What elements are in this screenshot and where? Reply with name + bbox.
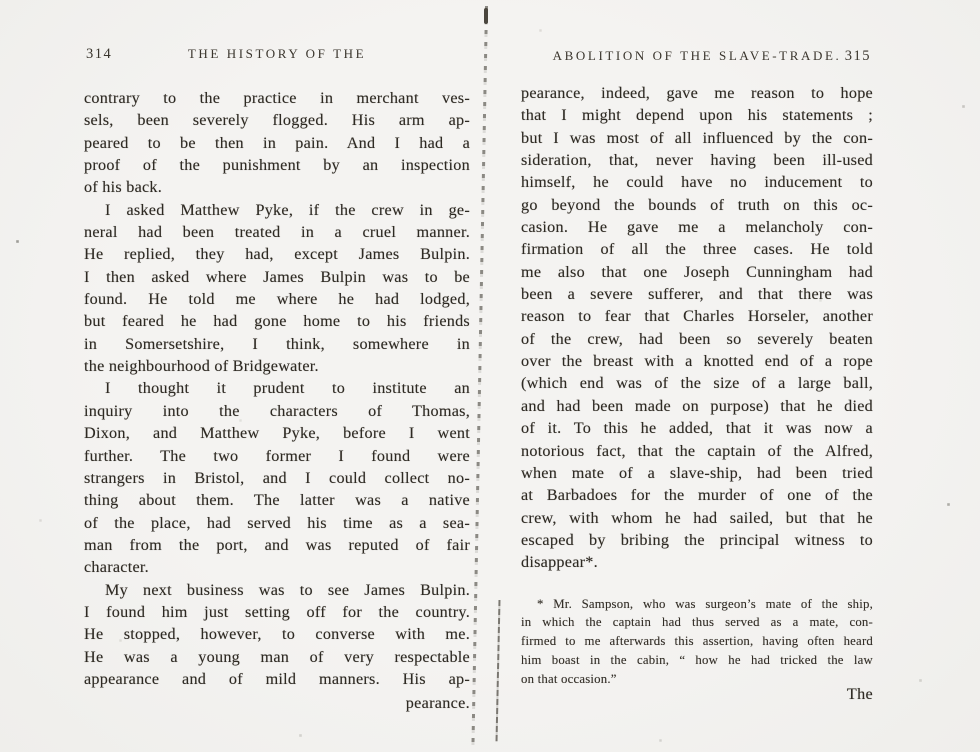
text-line: pearance, indeed, gave me reason to hope (521, 84, 873, 102)
text-line: me also that one Joseph Cunningham had (521, 262, 873, 281)
text-line: the neighbourhood of Bridgewater. (84, 357, 319, 376)
text-line: * Mr. Sampson, who was surgeon’s mate of the ship, (537, 596, 873, 611)
text-line: over the breast with a knotted end of a rope (521, 352, 873, 371)
text-line: contrary to the practice in merchant ves- (84, 89, 470, 107)
text-line: but I was most of all influenced by the con- (521, 128, 873, 147)
binding-gutter-line-bottom (496, 600, 501, 742)
paper-speckles (0, 0, 1, 1)
text-line: Dixon, and Matthew Pyke, before I went (84, 424, 470, 443)
text-line: I thought it prudent to institute an (105, 379, 470, 398)
text-line: sels, been severely flogged. His arm ap- (84, 111, 470, 130)
text-line: My next business was to see James Bulpin. (105, 580, 470, 599)
text-line: in Somersetshire, I think, somewhere in (84, 334, 470, 353)
right-text-block (521, 82, 873, 574)
right-catchword: The (846, 685, 873, 704)
left-catchword: pearance. (405, 694, 470, 713)
text-line: in which the captain had thus served as a mate, con- (521, 615, 873, 630)
right-page (521, 48, 873, 705)
text-line: I found him just setting off for the country. (84, 602, 470, 621)
text-line: casion. He gave me a melancholy con- (521, 218, 873, 237)
text-line: found. He told me where he had lodged, (84, 290, 470, 309)
text-line: himself, he could have no inducement to (521, 173, 873, 192)
text-line: strangers in Bristol, and I could collect no- (84, 468, 470, 487)
text-line: He stopped, however, to converse with me. (84, 625, 470, 644)
footnote-block (521, 595, 873, 689)
text-line: of the place, had served his time as a sea- (84, 513, 470, 532)
text-line: been a severe sufferer, and that there was (521, 285, 873, 304)
text-line: but feared he had gone home to his friends (84, 312, 470, 331)
text-line: I asked Matthew Pyke, if the crew in ge- (105, 200, 470, 219)
binding-gutter-line (471, 6, 488, 746)
text-line: He was a young man of very respectable (84, 647, 470, 666)
text-line: crew, with whom he had sailed, but that he (521, 508, 873, 527)
text-line: him boast in the cabin, “ how he had tricked the law (521, 652, 873, 667)
text-line: appearance and of mild manners. His ap- (84, 669, 470, 688)
text-line: further. The two former I found were (84, 446, 470, 465)
left-page-header (84, 46, 470, 64)
text-line: thing about them. The latter was a native (84, 491, 470, 510)
text-line: go beyond the bounds of truth on this oc- (521, 195, 873, 214)
text-line: I then asked where James Bulpin was to be (84, 267, 470, 286)
text-line: inquiry into the characters of Thomas, (84, 401, 470, 420)
left-text-block (84, 87, 470, 690)
text-line: firmed to me afterwards this assertion, having often heard (521, 634, 873, 649)
left-running-title: THE HISTORY OF THE (187, 46, 367, 61)
text-line: peared to be then in pain. And I had a (84, 133, 470, 152)
text-line: character. (84, 558, 149, 577)
text-line: disappear*. (521, 553, 598, 572)
text-line: He replied, they had, except James Bulpin. (84, 245, 470, 264)
text-line: notorious fact, that the captain of the Alfred, (521, 441, 873, 460)
text-line: sideration, that, never having been ill-used (521, 151, 873, 170)
left-page (84, 46, 470, 714)
text-line: when mate of a slave-ship, had been tried (521, 463, 873, 482)
right-page-number: 315 (844, 48, 871, 64)
text-line: reason to fear that Charles Horseler, another (521, 307, 873, 326)
text-line: on that occasion.” (521, 671, 617, 686)
left-page-number: 314 (86, 46, 113, 62)
text-line: proof of the punishment by an inspection (84, 156, 470, 175)
text-line: firmation of all the three cases. He told (521, 240, 873, 259)
text-line: of the crew, had been so severely beaten (521, 329, 873, 348)
text-line: (which end was of the size of a large ball, (521, 374, 873, 393)
right-running-title: ABOLITION OF THE SLAVE-TRADE. (552, 48, 842, 63)
text-line: and had been made on purpose) that he died (521, 396, 873, 415)
text-line: of it. To this he added, that it was now a (521, 419, 873, 438)
right-page-header (521, 48, 873, 66)
binding-ink-blot (484, 8, 488, 24)
text-line: that I might depend upon his statements ; (521, 106, 873, 125)
text-line: escaped by bribing the principal witness to (521, 530, 873, 549)
text-line: neral had been treated in a cruel manner. (84, 223, 470, 242)
text-line: of his back. (84, 178, 163, 197)
text-line: at Barbadoes for the murder of one of the (521, 486, 873, 505)
text-line: man from the port, and was reputed of fair (84, 535, 470, 554)
